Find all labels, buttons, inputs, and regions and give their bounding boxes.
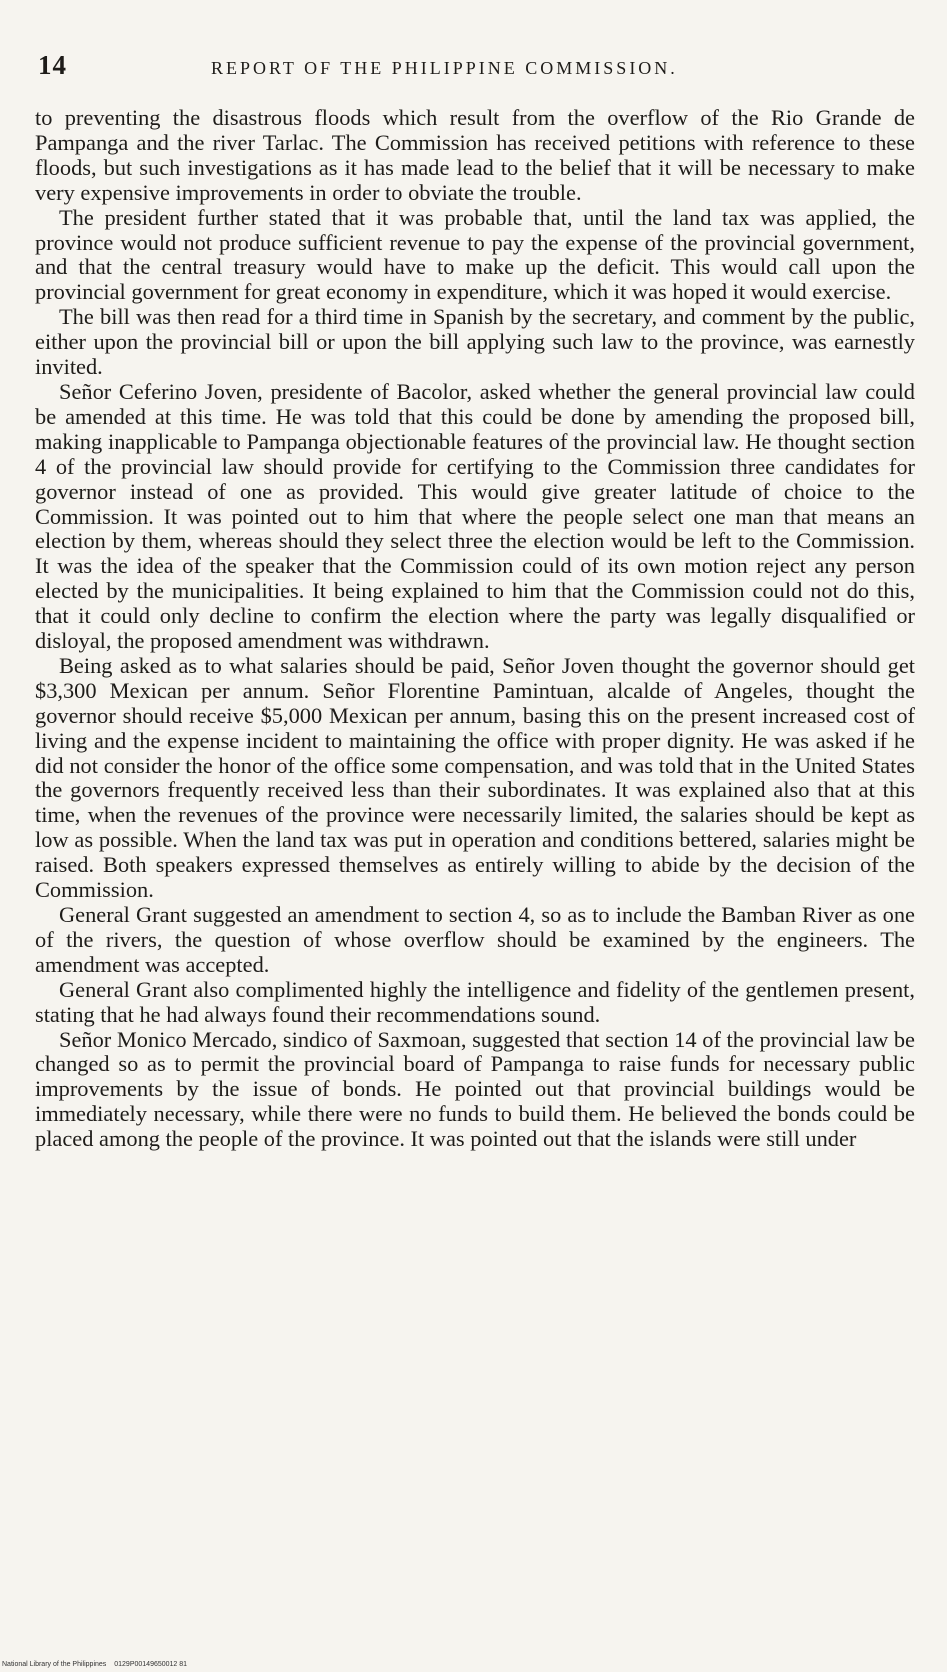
footer-library: National Library of the Philippines <box>2 1661 107 1668</box>
body-text <box>35 106 915 1152</box>
paragraph: Being asked as to what salaries should be paid, Señor Joven thought the governor should get $3,300 Mexican per annum. Señor Florentine Pamintuan, alcalde of Angeles, thought the governor should receive $5,000 Mexican per annum, basing this on the present increased cost of living and the expense incident to maintaining the office with proper dignity. He was asked if he did not consider the honor of the office some compensation, and was told that in the United States the governors frequently received less than their subordinates. It was explained also that at this time, when the revenues of the province were necessarily limited, the salaries should be kept as low as possible. When the land tax was put in operation and conditions bettered, salaries might be raised. Both speakers expressed themselves as entirely willing to abide by the decision of the Commission. <box>35 652 915 903</box>
running-title: REPORT OF THE PHILIPPINE COMMISSION. <box>211 58 678 78</box>
paragraph: General Grant also complimented highly the intelligence and fidelity of the gentlemen present, stating that he had always found their recommendations sound. <box>35 976 915 1027</box>
paragraph: Señor Ceferino Joven, presidente of Bacolor, asked whether the general provincial law could be amended at this time. He was told that this could be done by amending the proposed bill, making inapplicable to Pampanga objectionable features of the provincial law. He thought section 4 of the provincial law should provide for certifying to the Commission three candidates for governor instead of one as provided. This would give greater latitude of choice to the Commission. It was pointed out to him that where the people select one man that means an election by them, whereas should they select three the election would be left to the Commission. It was the idea of the speaker that the Commission could of its own motion reject any person elected by the municipalities. It being explained to him that the Commission could not do this, that it could only decline to confirm the election where the party was legally disqualified or disloyal, the proposed amendment was withdrawn. <box>35 378 915 654</box>
footer-id: 0129P00149650012 81 <box>114 1661 188 1668</box>
paragraph: General Grant suggested an amendment to section 4, so as to include the Bamban River as one of the rivers, the question of whose overflow should be examined by the engineers. The amendment was accepted. <box>35 902 915 977</box>
paragraph: The president further stated that it was probable that, until the land tax was applied, the province would not produce sufficient revenue to pay the expense of the provincial government, and that the central treasury would have to make up the deficit. This would call upon the provincial government for great economy in expenditure, which it was hoped it would exercise. <box>35 204 915 305</box>
paragraph: to preventing the disastrous floods which result from the overflow of the Rio Grande de Pampanga and the river Tarlac. The Commission has received petitions with reference to these floods, but such investigations as it has made lead to the belief that it will be necessary to make very expensive improvements in order to obviate the trouble. <box>35 105 915 205</box>
page-header <box>38 50 918 90</box>
paragraph: The bill was then read for a third time in Spanish by the secretary, and comment by the public, either upon the provincial bill or upon the bill applying such law to the province, was earnestly invited. <box>35 304 915 380</box>
page-number: 14 <box>38 50 67 80</box>
scan-footer <box>2 1661 193 1668</box>
paragraph: Señor Monico Mercado, sindico of Saxmoan, suggested that section 14 of the provincial law be changed so as to permit the provincial board of Pampanga to raise funds for necessary public improvements by the issue of bonds. He pointed out that provincial buildings would be immediately necessary, while there were no funds to build them. He believed the bonds could be placed among the people of the province. It was pointed out that the islands were still under <box>35 1026 915 1152</box>
